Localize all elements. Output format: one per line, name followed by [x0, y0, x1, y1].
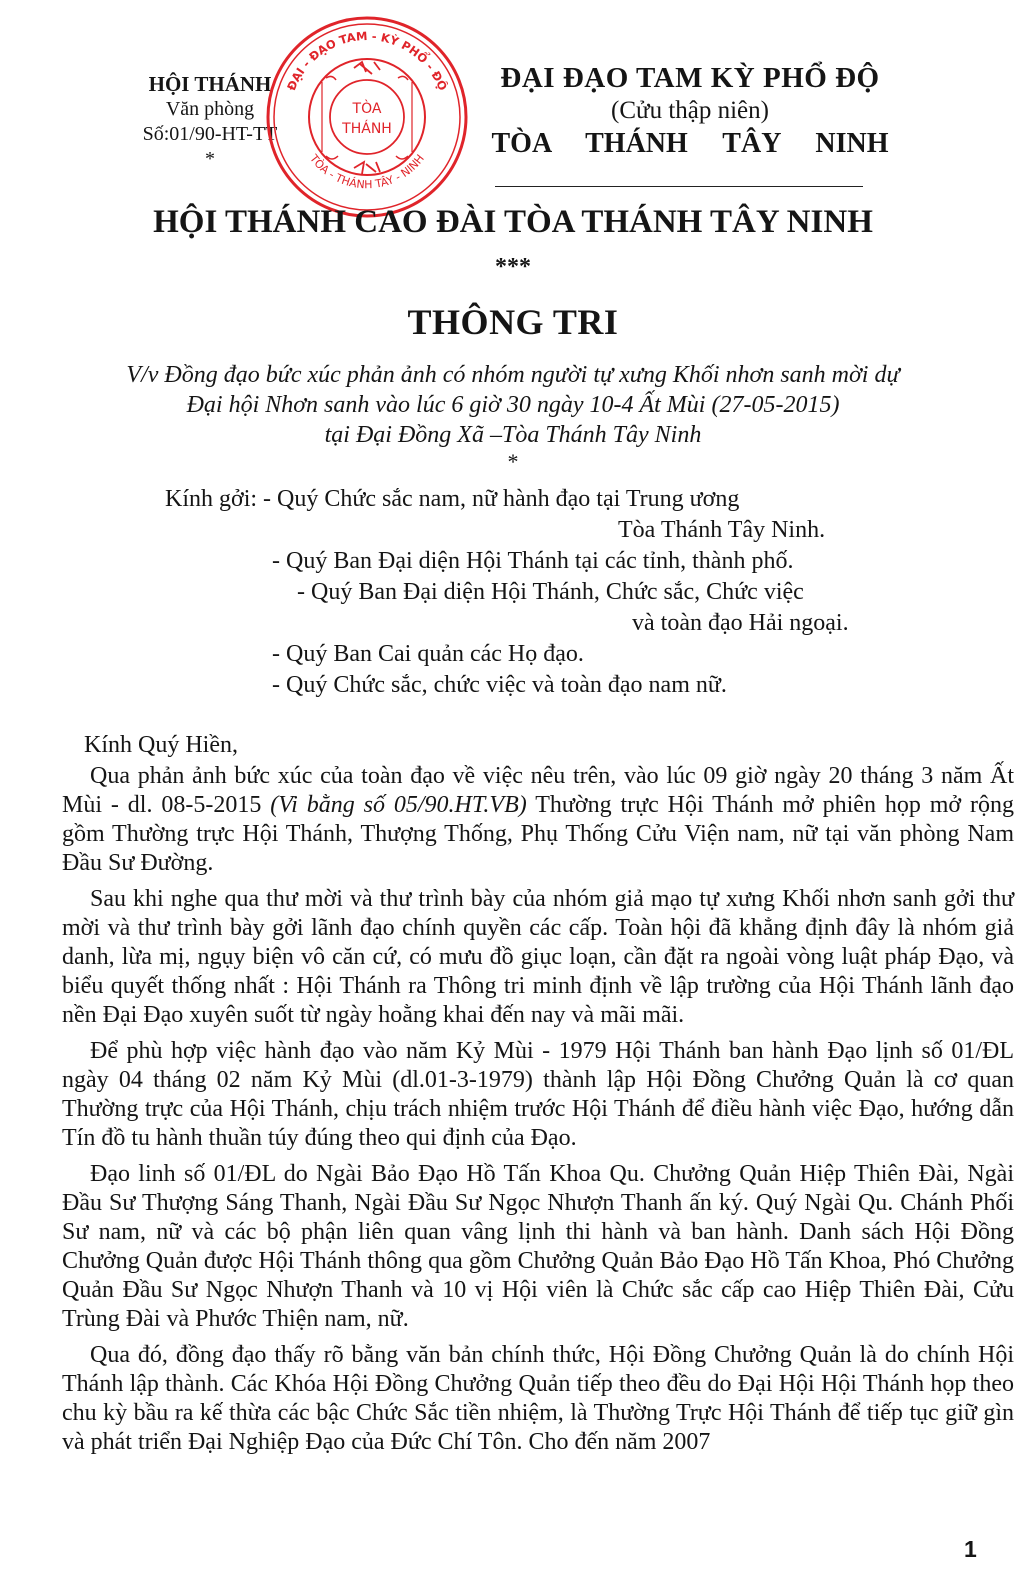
recipient-4: - Quý Ban Cai quản các Họ đạo. [272, 641, 584, 667]
recipients-list [0, 484, 1026, 701]
paragraph-4: Đạo linh số 01/ĐL do Ngài Bảo Đạo Hồ Tấn Khoa Qu. Chưởng Quản Hiệp Thiên Đài, Ngài Đầu Sư Thượng Sáng Thanh, Ngài Đầu Sư Ngọc Nhượn Thanh ấn ký. Quý Ngài Qu. Chánh Phối Sư nam, nữ và các bộ phận liên quan vâng lịnh thi hành và ban hành. Danh sách Hội Đồng Chưởng Quản được Hội Thánh thông qua gồm Chưởng Quản Bảo Đạo Hồ Tấn Khoa, Phó Chưởng Quản Đầu Sư Ngọc Nhượn Thanh và 10 vị Hội viên là Chức sắc cấp cao Hiệp Thiên Đài, Cửu Trùng Đài và Phước Thiện nam, nữ. [62, 1161, 1014, 1332]
subject-mark: * [507, 449, 519, 474]
recipient-5: - Quý Chức sắc, chức việc và toàn đạo nam nữ. [272, 672, 727, 698]
recipient-3: - Quý Ban Đại diện Hội Thánh, Chức sắc, Chức việc [297, 579, 804, 605]
page-number: 1 [964, 1536, 977, 1562]
national-header [470, 60, 910, 162]
seal-text-bottom: TÒA - THÁNH TÂY - NINH [307, 152, 427, 192]
location-line: TÒA THÁNH TÂY NINH [491, 128, 889, 159]
seal-center-line1: TÒA [352, 101, 382, 117]
paragraph-1-end: Thường trực Hội Thánh mở phiên họp mở rộng gồm Thường trực Hội Thánh, Thượng Thống, Phụ Thống Cửu Viện nam, nữ tại văn phòng Nam Đầu Sư Đường. [62, 792, 1014, 876]
paragraph-1-start: Qua phản ảnh bức xúc của toàn đạo về việc nêu trên, vào lúc 09 giờ ngày 20 tháng 3 năm Ất Mùi - dl. 08-5-2015 [62, 763, 1014, 818]
subject-line-3: tại Đại Đồng Xã –Tòa Thánh Tây Ninh [324, 422, 702, 448]
document-number: Số:01/90-HT-TT [142, 123, 278, 145]
paragraph-5: Qua đó, đồng đạo thấy rõ bằng văn bản chính thức, Hội Đồng Chưởng Quản là do chính Hội Thánh lập thành. Các Khóa Hội Đồng Chưởng Quản tiếp theo đều do Đại Hội Hội Thánh họp theo chu kỳ bầu ra kế thừa các bậc Chức Sắc tiền nhiệm, là Thường Trực Hội Thánh để tiếp tục giữ gìn và phát triển Đại Nghiệp Đạo của Đức Chí Tôn. Cho đến năm 2007 [62, 1342, 1014, 1455]
document-title: THÔNG TRI [407, 302, 619, 342]
religion-name: ĐẠI ĐẠO TAM KỲ PHỔ ĐỘ [500, 62, 880, 94]
paragraph-3: Để phù hợp việc hành đạo vào năm Kỷ Mùi - 1979 Hội Thánh ban hành Đạo lịnh số 01/ĐL ngày 04 tháng 02 năm Kỷ Mùi (dl.01-3-1979) thành lập Hội Đồng Chưởng Quản là cơ quan Thường trực của Hội Thánh, chịu trách nhiệm trước Hội Thánh để điều hành việc Đạo, hướng dẫn Tín đồ tu hành thuần túy đúng theo qui định của Đạo. [62, 1038, 1014, 1151]
seal-text-top: ĐẠI - ĐẠO TAM - KỲ PHỔ - ĐỘ [284, 28, 450, 93]
paragraph-2: Sau khi nghe qua thư mời và thư trình bày của nhóm giả mạo tự xưng Khối nhơn sanh gởi thư mời và thư trình bày gởi lãnh đạo chính quyền các cấp. Toàn hội đã khẳng định đây là nhóm giả danh, lừa mị, ngụy biện vô căn cứ, có mưu đồ giục loạn, cần đặt ra ngoài vòng luật pháp Đạo, và biểu quyết thống nhất : Hội Thánh ra Thông tri minh định về lập trường của Hội Thánh lãnh đạo nền Đại Đạo xuyên suốt từ ngày hoằng khai đến nay và mãi mãi. [62, 886, 1014, 1028]
subject-block [0, 360, 1026, 474]
recipient-3-cont: và toàn đạo Hải ngoại. [632, 610, 849, 636]
subject-line-2: Đại hội Nhơn sanh vào lúc 6 giờ 30 ngày 10-4 Ất Mùi (27-05-2015) [186, 392, 840, 418]
issuer-mark: * [205, 148, 215, 170]
main-title: HỘI THÁNH CAO ĐÀI TÒA THÁNH TÂY NINH [153, 204, 873, 240]
official-seal-stamp [262, 12, 472, 222]
era-line: (Cửu thập niên) [611, 97, 769, 124]
seal-center-line2: THÁNH [342, 121, 392, 137]
recipient-1: Kính gởi: - Quý Chức sắc nam, nữ hành đạo tại Trung ương [165, 486, 740, 512]
paragraph-1 [62, 762, 1014, 878]
recipient-1-cont: Tòa Thánh Tây Ninh. [618, 517, 826, 543]
recipient-2: - Quý Ban Đại diện Hội Thánh tại các tỉnh, thành phố. [272, 548, 794, 574]
issuer-org: HỘI THÁNH [148, 72, 272, 96]
issuer-office: Văn phòng [165, 98, 255, 120]
greeting: Kính Quý Hiền, [84, 732, 238, 758]
subject-line-1: V/v Đồng đạo bức xúc phản ảnh có nhóm người tự xưng Khối nhơn sanh mời dự [126, 362, 900, 388]
separator-stars: *** [495, 254, 531, 280]
header-divider [495, 186, 863, 187]
body-text [62, 762, 1014, 1464]
reference-note: (Vi bằng số 05/90.HT.VB) [270, 792, 527, 818]
